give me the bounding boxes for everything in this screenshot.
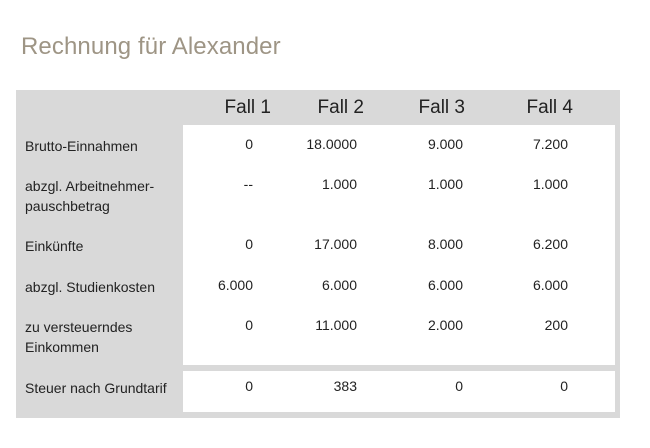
- table-cell: 6.000: [217, 277, 253, 293]
- table-cell: 8.000: [427, 236, 463, 252]
- table-cell: 18.0000: [306, 136, 357, 152]
- table-cell: 9.000: [427, 136, 463, 152]
- column-header-fall-1: Fall 1: [224, 97, 271, 118]
- table-header: [16, 90, 620, 125]
- tax-table: [16, 90, 620, 418]
- table-cell: 6.000: [532, 277, 568, 293]
- column-header-fall-3: Fall 3: [418, 97, 465, 118]
- row-label-brutto-einnahmen: Brutto-Einnahmen: [25, 138, 138, 154]
- table-cell: 6.000: [321, 277, 357, 293]
- table-cell: --: [243, 176, 253, 192]
- table-cell: 200: [544, 317, 568, 333]
- row-label-steuer-nach-grundtarif: Steuer nach Grundtarif: [25, 380, 167, 396]
- table-cell: 1.000: [321, 176, 357, 192]
- table-cell: 7.200: [532, 136, 568, 152]
- table-cell: 2.000: [427, 317, 463, 333]
- table-cell: 11.000: [315, 317, 357, 333]
- table-cell: 0: [455, 378, 463, 394]
- table-cell: 0: [560, 378, 568, 394]
- table-cell: 0: [245, 136, 253, 152]
- table-cell: 383: [333, 378, 357, 394]
- row-label-arbeitnehmer-pauschbetrag: abzgl. Arbeitnehmer- pauschbetrag: [25, 178, 155, 214]
- table-cell: 0: [245, 378, 253, 394]
- table-cell: 0: [245, 236, 253, 252]
- table-cell: 6.000: [427, 277, 463, 293]
- column-header-fall-2: Fall 2: [317, 97, 364, 118]
- row-label-zu-versteuerndes-einkommen: zu versteuerndes Einkommen: [25, 319, 133, 355]
- row-label-einkuenfte: Einkünfte: [25, 238, 84, 254]
- row-label-studienkosten: abzgl. Studienkosten: [25, 279, 155, 295]
- page-title: Rechnung für Alexander: [21, 33, 281, 60]
- table-cell: 17.000: [314, 236, 357, 252]
- table-cell: 0: [245, 317, 253, 333]
- table-cell: 1.000: [427, 176, 463, 192]
- table-cell: 1.000: [532, 176, 568, 192]
- table-cell: 6.200: [532, 236, 568, 252]
- column-header-fall-4: Fall 4: [526, 97, 573, 118]
